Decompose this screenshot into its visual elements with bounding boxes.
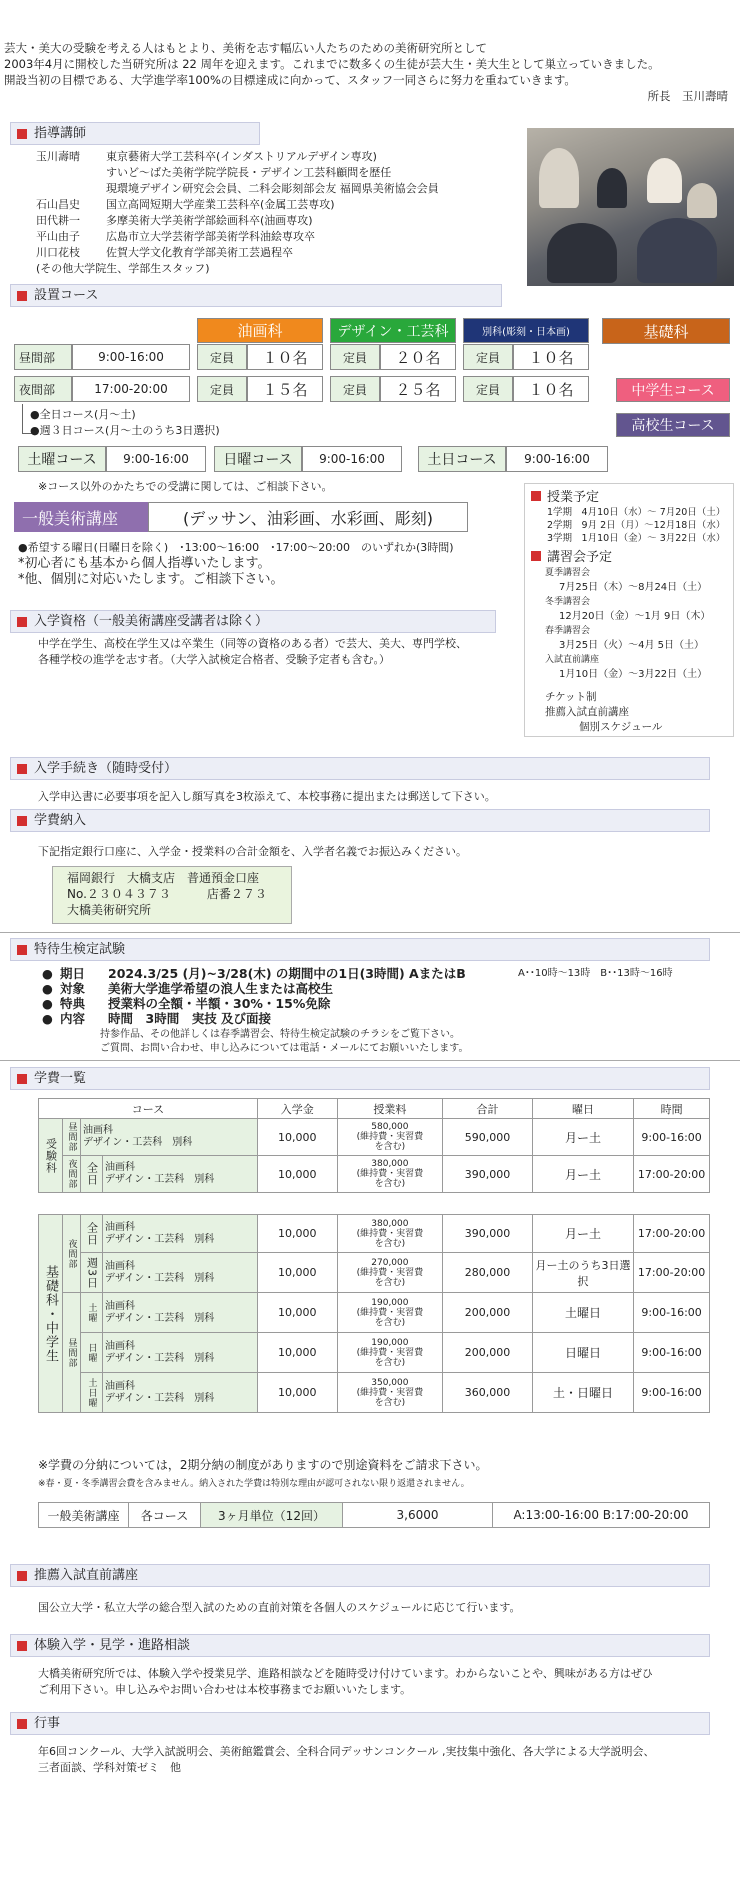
section-instructors	[10, 122, 260, 145]
division-label: 夜間部	[63, 1156, 81, 1193]
entry-cell: 10,000	[257, 1156, 337, 1193]
term: 3学期 1月10日（金）〜 3月22日（水）	[547, 533, 726, 544]
tuition-cell	[337, 1156, 443, 1193]
entry-cell: 10,000	[257, 1119, 337, 1156]
trial-text	[38, 1666, 728, 1698]
time-cell: 9:00-16:00	[634, 1293, 710, 1333]
fee-table	[38, 1098, 710, 1413]
header-tuition: 授業料	[337, 1099, 443, 1119]
day-time: 9:00-16:00	[72, 344, 190, 370]
weekend-time: 9:00-16:00	[302, 446, 402, 472]
instructor-desc: 現環境デザイン研究会会員、二科会彫刻部会友 福岡県美術協会会員	[106, 182, 439, 195]
section-courses	[10, 284, 502, 307]
admission-text	[38, 636, 518, 668]
instructor-desc: 多摩美術大学美術学部絵画科卒(油画専攻)	[106, 214, 313, 227]
course-option: ●全日コース(月〜土)	[30, 408, 136, 421]
trial-line: 大橋美術研究所では、体験入学や授業見学、進路相談などを随時受け付けています。わからないことや、興味がある方はぜひ	[38, 1667, 653, 1680]
payment-text: 下記指定銀行口座に、入学金・授業料の合計金額を、入学者名義でお振込みください。	[38, 845, 467, 858]
days-cell: 月ー土	[532, 1215, 633, 1253]
term: 1学期 4月10日（水）〜 7月20日（土）	[547, 507, 726, 518]
section-title: 推薦入試直前講座	[34, 1568, 139, 1583]
sub-course-label: 全日	[80, 1156, 102, 1193]
time-cell: 9:00-16:00	[634, 1119, 710, 1156]
procedure-text: 入学申込書に必要事項を記入し顔写真を3枚添えて、本校事務に提出または郵送して下さい。	[38, 790, 496, 803]
instructor-name: 田代耕一	[36, 214, 80, 227]
general-line: *他、個別に対応いたします。ご相談下さい。	[18, 572, 284, 587]
instructor-name: 川口花枝	[36, 246, 80, 259]
instructor-note: (その他大学院生、学部生スタッフ)	[36, 262, 210, 275]
section-scholarship	[10, 938, 710, 961]
fee-note: (維持費・実習費	[356, 1132, 424, 1142]
table-row	[39, 1373, 710, 1413]
weekend-label-sat: 土曜コース	[18, 446, 106, 472]
header-total: 合計	[443, 1099, 533, 1119]
schedule-box	[524, 483, 734, 737]
table-row	[39, 1293, 710, 1333]
fee-note: (維持費・実習費	[356, 1387, 424, 1398]
weekend-time: 9:00-16:00	[506, 446, 608, 472]
section-fees	[10, 1067, 710, 1090]
days-cell: 月ー土	[532, 1156, 633, 1193]
tuition-value: 380,000	[371, 1159, 409, 1169]
instructor-desc: 佐賀大学文化教育学部美術工芸過程卒	[106, 246, 293, 259]
instructor-list	[36, 149, 526, 277]
fee-note: (維持費・実習費	[356, 1307, 424, 1318]
general-fee-course: 各コース	[129, 1503, 201, 1527]
bullet-square-icon	[17, 945, 27, 955]
admission-line: 各種学校の進学を志す者。（大学入試検定合格者、受験予定者も含む。）	[38, 653, 390, 666]
scholar-notes	[100, 1028, 469, 1056]
division-label: 夜間部	[63, 1215, 81, 1293]
capacity-label: 定員	[197, 344, 247, 370]
subject-cell	[102, 1215, 257, 1253]
term: 2学期 9月 2日（月）〜12月18日（水）	[547, 520, 726, 531]
total-cell: 200,000	[443, 1333, 533, 1373]
subject-oil: 油画科	[104, 1300, 135, 1312]
seminar-date: 3月25日（火）〜4月 5日（土）	[559, 639, 704, 651]
tuition-value: 190,000	[371, 1297, 409, 1308]
fee-note: を含む)	[374, 1277, 406, 1288]
seminar-name: 春季講習会	[545, 626, 591, 636]
time-cell: 9:00-16:00	[634, 1333, 710, 1373]
capacity-value: １０名	[513, 344, 589, 370]
seminar-title: 講習会予定	[547, 550, 613, 565]
section-admission	[10, 610, 496, 633]
seminar-date: 1月10日（金）〜3月22日（土）	[559, 668, 708, 680]
table-header-row	[39, 1099, 710, 1119]
total-cell: 390,000	[443, 1215, 533, 1253]
fee-note: を含む)	[374, 1317, 406, 1328]
night-time: 17:00-20:00	[72, 376, 190, 402]
division-label: 昼間部	[63, 1119, 81, 1156]
course-option: ●週３日コース(月〜土のうち3日選択)	[30, 424, 220, 437]
tuition-value: 380,000	[371, 1218, 409, 1229]
entry-cell: 10,000	[257, 1373, 337, 1413]
bullet-square-icon	[531, 551, 541, 561]
sub-course-label: 週3日	[80, 1253, 102, 1293]
admission-line: 中学在学生、高校在学生又は卒業生（同等の資格のある者）で芸大、美大、専門学校、	[38, 637, 467, 650]
general-fee-time: A:13:00-16:00 B:17:00-20:00	[513, 1508, 689, 1522]
header-entry: 入学金	[257, 1099, 337, 1119]
fee-note: を含む)	[374, 1397, 406, 1408]
course-options	[30, 407, 220, 439]
subject-oil: 油画科	[104, 1340, 135, 1352]
table-row	[39, 1333, 710, 1373]
section-title: 設置コース	[34, 288, 99, 303]
table-row	[39, 1253, 710, 1293]
capacity-value: １０名	[513, 376, 589, 402]
schedule-title: 授業予定	[547, 490, 600, 505]
capacity-value: １５名	[247, 376, 323, 402]
extra-item: 個別スケジュール	[579, 721, 663, 733]
capacity-label: 定員	[463, 344, 513, 370]
day-label: 昼間部	[14, 344, 72, 370]
weekend-label-sun: 日曜コース	[214, 446, 302, 472]
general-details	[18, 540, 498, 588]
days-cell: 日曜日	[532, 1333, 633, 1373]
tuition-cell	[337, 1333, 443, 1373]
fee-note: を含む)	[374, 1357, 406, 1368]
tuition-cell	[337, 1373, 443, 1413]
section-title: 指導講師	[34, 126, 87, 141]
instructor-name	[36, 165, 106, 181]
subject-design: デザイン・工芸科 別科	[82, 1137, 193, 1148]
entry-cell: 10,000	[257, 1215, 337, 1253]
section-title: 学費納入	[34, 813, 87, 828]
sub-course-label: 土曜	[80, 1293, 102, 1333]
tuition-value: 270,000	[371, 1257, 409, 1268]
intro-line: 2003年4月に開校した当研究所は 22 周年を迎えます。これまでに数多くの生徒が芸大生・美大生として巣立っていきました。	[4, 57, 660, 71]
instructor-desc: すいど〜ばた美術学院学院長・デザイン工芸科顧問を歴任	[106, 166, 392, 179]
capacity-value: ２５名	[380, 376, 456, 402]
general-fee-amount: 3,6000	[343, 1503, 493, 1527]
subject-design: デザイン・工芸科 別科	[104, 1272, 215, 1284]
section-title: 行事	[34, 1716, 61, 1731]
header-course: コース	[39, 1099, 258, 1119]
section-payment	[10, 809, 710, 832]
section-title: 体験入学・見学・進路相談	[34, 1638, 191, 1653]
category-kiso: 基礎科	[602, 318, 730, 344]
entry-cell: 10,000	[257, 1293, 337, 1333]
bank-line: 大橋美術研究所	[67, 903, 152, 917]
group-label: 基礎科・中学生	[39, 1215, 63, 1413]
fee-note: (維持費・実習費	[356, 1267, 424, 1278]
category-design: デザイン・工芸科	[330, 318, 456, 343]
header-time: 時間	[634, 1099, 710, 1119]
scholar-note: ご質問、お問い合わせ、申し込みについては電話・メールにてお願いいたします。	[100, 1043, 469, 1054]
bullet-square-icon	[17, 1571, 27, 1581]
instructor-desc: 国立高岡短期大学産業工芸科卒(金属工芸専攻)	[106, 198, 335, 211]
time-cell: 17:00-20:00	[634, 1253, 710, 1293]
subject-cell	[102, 1253, 257, 1293]
fee-note: を含む)	[374, 1142, 406, 1152]
events-text	[38, 1744, 728, 1776]
fee-note: (維持費・実習費	[356, 1228, 424, 1239]
tuition-cell	[337, 1253, 443, 1293]
subject-oil: 油画科	[104, 1162, 135, 1173]
subject-oil: 油画科	[104, 1221, 135, 1233]
seminar-date: 7月25日（木）〜8月24日（土）	[559, 581, 708, 593]
general-line: ●希望する曜日(日曜日を除く) ･13:00〜16:00 ･17:00〜20:00 のいずれか(3時間)	[18, 541, 454, 554]
entry-cell: 10,000	[257, 1253, 337, 1293]
sub-course-label: 日曜	[80, 1333, 102, 1373]
section-recommend	[10, 1564, 710, 1587]
total-cell: 590,000	[443, 1119, 533, 1156]
seminar-name: 夏季講習会	[545, 568, 591, 578]
section-title: 学費一覧	[34, 1071, 87, 1086]
general-fee-label: 一般美術講座	[39, 1503, 129, 1527]
subject-oil: 油画科	[82, 1125, 113, 1136]
tuition-value: 350,000	[371, 1377, 409, 1388]
capacity-value: １０名	[247, 344, 323, 370]
bullet-square-icon	[17, 1074, 27, 1084]
capacity-label: 定員	[330, 376, 380, 402]
section-title: 入学手続き（随時受付）	[34, 761, 178, 776]
scholar-value: 美術大学進学希望の浪人生または高校生	[108, 981, 334, 996]
total-cell: 280,000	[443, 1253, 533, 1293]
subject-design: デザイン・工芸科 別科	[104, 1174, 215, 1185]
table-row	[39, 1119, 710, 1156]
events-line: 三者面談、学科対策ゼミ 他	[38, 1761, 181, 1774]
seminar-name: 冬季講習会	[545, 597, 591, 607]
instructor-name: 玉川壽晴	[36, 150, 80, 163]
scholar-ab: A･･10時〜13時 B･･13時〜16時	[518, 968, 673, 979]
subject-cell	[102, 1293, 257, 1333]
director-sign: 所長 玉川壽晴	[647, 89, 728, 103]
division-label: 昼間部	[63, 1293, 81, 1413]
subject-oil: 油画科	[104, 1260, 135, 1272]
section-events	[10, 1712, 710, 1735]
weekend-time: 9:00-16:00	[106, 446, 206, 472]
night-label: 夜間部	[14, 376, 72, 402]
scholar-key: 内容	[60, 1011, 86, 1026]
scholar-value: 授業料の全額・半額・30%・15%免除	[108, 996, 331, 1011]
category-junior: 中学生コース	[616, 378, 730, 402]
instructor-name	[36, 181, 106, 197]
bank-account-box	[52, 866, 292, 924]
entry-cell: 10,000	[257, 1333, 337, 1373]
fee-note-1: ※学費の分納については，2期分納の制度がありますので別途資料をご請求下さい。	[38, 1458, 488, 1472]
trial-line: ご利用下さい。申し込みやお問い合わせは本校事務までお願いいたします。	[38, 1683, 412, 1696]
events-line: 年6回コンクール、大学入試説明会、美術館鑑賞会、全科合同デッサンコンクール ,実技集中強化、各大学による大学説明会、	[38, 1745, 655, 1758]
category-senior: 高校生コース	[616, 413, 730, 437]
fee-note: を含む)	[374, 1238, 406, 1249]
days-cell: 土・日曜日	[532, 1373, 633, 1413]
total-cell: 200,000	[443, 1293, 533, 1333]
section-trial	[10, 1634, 710, 1657]
days-cell: 月ー土	[532, 1119, 633, 1156]
scholar-value: 時間 3時間 実技 及び面接	[108, 1011, 272, 1026]
bullet-square-icon	[531, 491, 541, 501]
days-cell: 土曜日	[532, 1293, 633, 1333]
table-row	[39, 1156, 710, 1193]
fee-note: (維持費・実習費	[356, 1347, 424, 1358]
days-cell: 月ー土のうち3日選択	[532, 1253, 633, 1293]
instructor-desc: 東京藝術大学工芸科卒(インダストリアルデザイン専攻)	[106, 150, 377, 163]
general-fee-period: 3ヶ月単位（12回）	[201, 1503, 343, 1527]
bullet-square-icon	[17, 816, 27, 826]
weekend-label-satsun: 土日コース	[418, 446, 506, 472]
fee-note: を含む)	[374, 1179, 406, 1189]
bullet-square-icon	[17, 1719, 27, 1729]
header-days: 曜日	[532, 1099, 633, 1119]
sub-course-label: 土日曜	[80, 1373, 102, 1413]
subject-design: デザイン・工芸科 別科	[104, 1312, 215, 1324]
course-note: ※コース以外のかたちでの受講に関しては、ご相談下さい。	[38, 480, 333, 493]
scholar-key: 特典	[60, 996, 86, 1011]
section-title: 特待生検定試験	[34, 942, 126, 957]
extra-item: 推薦入試直前講座	[545, 706, 629, 718]
tuition-value: 190,000	[371, 1337, 409, 1348]
general-fee-row	[38, 1502, 710, 1528]
general-line: *初心者にも基本から個人指導いたします。	[18, 556, 271, 571]
subject-cell	[80, 1119, 257, 1156]
intro-line: 開設当初の目標である、大学進学率100%の目標達成に向かって、スタッフ一同さらに努力を重ねていきます。	[4, 73, 576, 87]
tuition-cell	[337, 1215, 443, 1253]
bank-line: 福岡銀行 大橋支店 普通預金口座	[67, 871, 260, 885]
recommend-text: 国公立大学・私立大学の総合型入試のための直前対策を各個人のスケジュールに応じて行います。	[38, 1601, 521, 1614]
subject-design: デザイン・工芸科 別科	[104, 1233, 215, 1245]
scholar-key: 対象	[60, 981, 86, 996]
category-oil: 油画科	[197, 318, 323, 343]
seminar-date: 12月20日（金）〜1月 9日（木）	[559, 610, 711, 622]
subject-oil: 油画科	[104, 1380, 135, 1392]
scholar-value: 2024.3/25 (月)~3/28(木) の期間中の1日(3時間) AまたはB	[108, 966, 466, 981]
general-title: 一般美術講座	[14, 502, 148, 532]
tuition-cell	[337, 1293, 443, 1333]
instructor-name: 平山由子	[36, 230, 80, 243]
extra-item: チケット制	[545, 691, 597, 703]
bank-line: No.２３０４３７３ 店番２７３	[67, 887, 267, 901]
capacity-value: ２０名	[380, 344, 456, 370]
fee-note-2: ※春・夏・冬季講習会費を含みません。納入された学費は特別な理由が認可されない限り返還されません。	[38, 1479, 470, 1489]
fee-note: (維持費・実習費	[356, 1169, 424, 1179]
section-title: 入学資格（一般美術講座受講者は除く）	[34, 614, 269, 629]
bullet-square-icon	[17, 129, 27, 139]
bullet-square-icon	[17, 1641, 27, 1651]
bullet-square-icon	[17, 617, 27, 627]
tuition-cell	[337, 1119, 443, 1156]
subject-design: デザイン・工芸科 別科	[104, 1352, 215, 1364]
tuition-value: 580,000	[371, 1122, 409, 1132]
scholar-key: 期日	[60, 966, 86, 981]
table-row	[39, 1215, 710, 1253]
capacity-label: 定員	[463, 376, 513, 402]
bullet-square-icon	[17, 764, 27, 774]
classroom-photo	[527, 128, 734, 286]
intro	[4, 40, 734, 104]
group-label: 受験科	[39, 1119, 63, 1193]
bullet-square-icon	[17, 291, 27, 301]
scholar-note: 持参作品、その他詳しくは春季講習会、特待生検定試験のチラシをご覧下さい。	[100, 1029, 460, 1040]
category-betsu: 別科(彫刻・日本画)	[463, 318, 589, 343]
instructor-desc: 広島市立大学芸術学部美術学科油絵専攻卒	[106, 230, 315, 243]
time-cell: 17:00-20:00	[634, 1215, 710, 1253]
subject-cell	[102, 1333, 257, 1373]
general-subtitle: (デッサン、油彩画、水彩画、彫刻)	[148, 502, 468, 532]
section-procedure	[10, 757, 710, 780]
time-cell: 17:00-20:00	[634, 1156, 710, 1193]
scholarship-details: ● 期日 2024.3/25 (月)~3/28(木) の期間中の1日(3時間) AまたはB A･･10時〜13時 B･･13時〜16時 ● 対象 美術大学進学希望の浪人生または高校生 ● 特典 授業料の全額・半額・30%・15%免除 ● 内容 時間 3時間 実技 及び面接	[42, 966, 673, 1026]
sub-course-label: 全日	[80, 1215, 102, 1253]
total-cell: 390,000	[443, 1156, 533, 1193]
subject-cell	[102, 1156, 257, 1193]
total-cell: 360,000	[443, 1373, 533, 1413]
seminar-name: 入試直前講座	[545, 655, 600, 665]
capacity-label: 定員	[330, 344, 380, 370]
capacity-label: 定員	[197, 376, 247, 402]
subject-cell	[102, 1373, 257, 1413]
subject-design: デザイン・工芸科 別科	[104, 1392, 215, 1404]
intro-line: 芸大・美大の受験を考える人はもとより、美術を志す幅広い人たちのための美術研究所として	[4, 41, 487, 55]
time-cell: 9:00-16:00	[634, 1373, 710, 1413]
instructor-name: 石山昌史	[36, 198, 80, 211]
